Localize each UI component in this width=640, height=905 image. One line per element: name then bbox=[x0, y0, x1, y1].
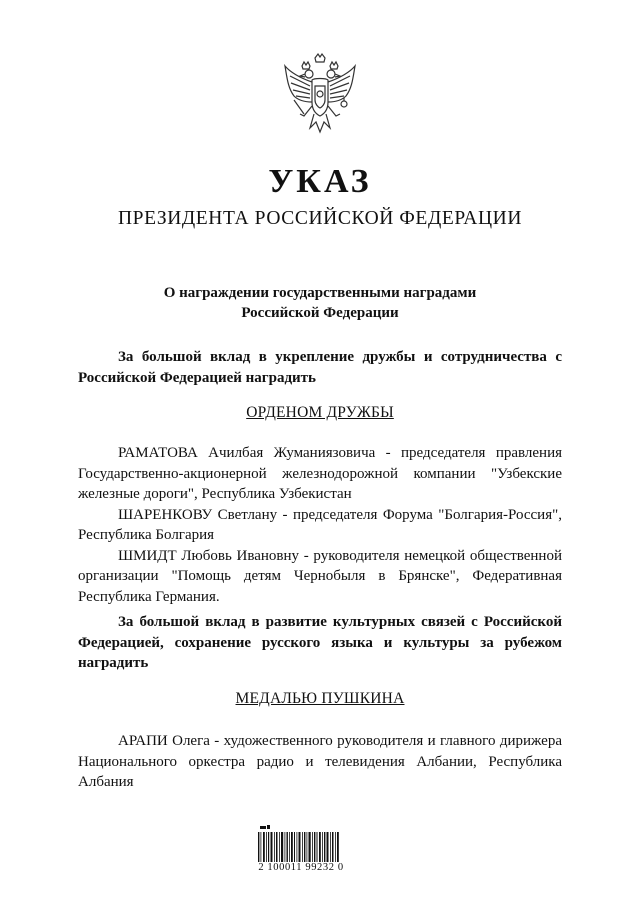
barcode-number: 2 100011 99232 0 bbox=[258, 862, 344, 873]
section1-award-name: ОРДЕНОМ ДРУЖБЫ bbox=[246, 404, 394, 421]
recipient-ramatov: РАМАТОВА Ачилбая Жуманиязовича - председателя правления Государственно-акционерной железнодорожной компании "Узбекские железные дороги", Республика Узбекистан bbox=[78, 445, 562, 502]
recipient-sharenkova: ШАРЕНКОВУ Светлану - председателя Форума "Болгария-Россия", Республика Болгария bbox=[78, 506, 562, 543]
decree-subject bbox=[0, 283, 640, 323]
decree-subject-line1: О награждении государственными наградами bbox=[163, 285, 477, 301]
decree-title: УКАЗ bbox=[268, 163, 372, 200]
double-headed-eagle-icon bbox=[282, 52, 358, 142]
section2-recipients bbox=[78, 731, 562, 793]
section2-award-name: МЕДАЛЬЮ ПУШКИНА bbox=[235, 690, 405, 707]
decree-subject-line2: Российской Федерации bbox=[241, 305, 399, 321]
recipient-arapi: АРАПИ Олега - художественного руководителя и главного дирижера Национального оркестра радио и телевидения Албании, Республика Албания bbox=[78, 733, 562, 790]
decree-subtitle: ПРЕЗИДЕНТА РОССИЙСКОЙ ФЕДЕРАЦИИ bbox=[117, 208, 523, 229]
section1-intro: За большой вклад в укрепление дружбы и сотрудничества с Российской Федерацией наградить bbox=[78, 349, 562, 386]
recipient-schmidt: ШМИДТ Любовь Ивановну - руководителя немецкой общественной организации "Помощь детям Чернобыля в Брянске", Федеративная Республика Германия. bbox=[78, 547, 562, 605]
section1-recipients bbox=[78, 443, 562, 607]
section2-intro: За большой вклад в развитие культурных связей с Российской Федерацией, сохранение русского языка и культуры за рубежом наградить bbox=[78, 614, 562, 671]
